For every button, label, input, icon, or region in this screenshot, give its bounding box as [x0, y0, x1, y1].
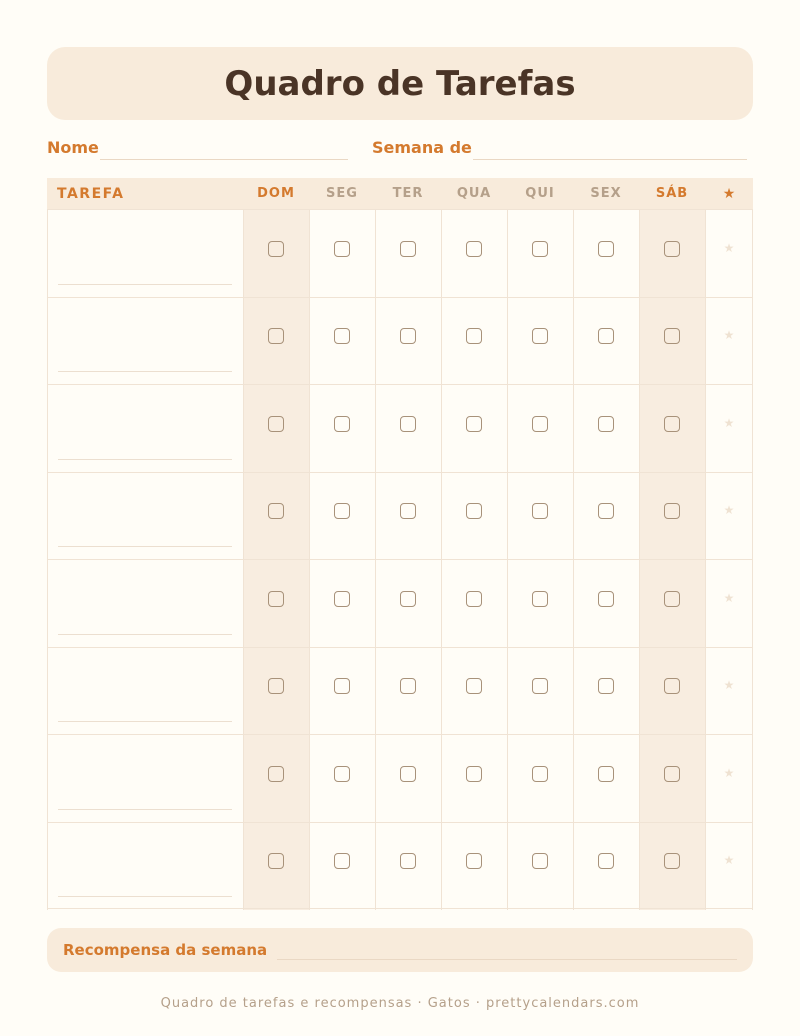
- checkbox-sáb[interactable]: [664, 766, 680, 782]
- checkbox-sáb[interactable]: [664, 416, 680, 432]
- task-column-header: TAREFA: [57, 185, 125, 202]
- checkbox-dom[interactable]: [268, 241, 284, 257]
- checkbox-dom[interactable]: [268, 416, 284, 432]
- task-write-line[interactable]: [58, 546, 232, 547]
- checkbox-seg[interactable]: [334, 766, 350, 782]
- reward-label: Recompensa da semana: [63, 941, 268, 959]
- checkbox-seg[interactable]: [334, 853, 350, 869]
- task-write-line[interactable]: [58, 809, 232, 810]
- checkbox-qui[interactable]: [532, 766, 548, 782]
- reward-box: [47, 928, 753, 972]
- checkbox-sáb[interactable]: [664, 591, 680, 607]
- checkbox-sáb[interactable]: [664, 503, 680, 519]
- task-write-line[interactable]: [58, 459, 232, 460]
- checkbox-ter[interactable]: [400, 503, 416, 519]
- star-icon[interactable]: ★: [723, 678, 735, 693]
- star-icon[interactable]: ★: [723, 765, 735, 780]
- checkbox-qua[interactable]: [466, 591, 482, 607]
- star-icon[interactable]: ★: [723, 590, 735, 605]
- checkbox-qui[interactable]: [532, 503, 548, 519]
- checkbox-qua[interactable]: [466, 678, 482, 694]
- checkbox-seg[interactable]: [334, 503, 350, 519]
- checkbox-qua[interactable]: [466, 416, 482, 432]
- checkbox-dom[interactable]: [268, 328, 284, 344]
- star-icon[interactable]: ★: [723, 240, 735, 255]
- task-write-line[interactable]: [58, 371, 232, 372]
- checkbox-qui[interactable]: [532, 328, 548, 344]
- day-header-sex: SEX: [590, 186, 622, 201]
- star-icon[interactable]: ★: [723, 503, 735, 518]
- name-field[interactable]: [47, 136, 348, 160]
- checkbox-sáb[interactable]: [664, 678, 680, 694]
- checkbox-qua[interactable]: [466, 241, 482, 257]
- table-row: [47, 297, 753, 385]
- table-row: [47, 734, 753, 822]
- day-header-qui: QUI: [525, 186, 555, 201]
- title-banner: [47, 47, 753, 120]
- star-icon[interactable]: ★: [723, 853, 735, 868]
- row-divider: [47, 908, 753, 909]
- week-line[interactable]: [473, 138, 747, 160]
- checkbox-sex[interactable]: [598, 416, 614, 432]
- page-title: Quadro de Tarefas: [224, 63, 576, 104]
- checkbox-ter[interactable]: [400, 416, 416, 432]
- checkbox-dom[interactable]: [268, 678, 284, 694]
- checkbox-sex[interactable]: [598, 591, 614, 607]
- table-row: [47, 559, 753, 647]
- footer-text: Quadro de tarefas e recompensas · Gatos · prettycalendars.com: [160, 996, 640, 1011]
- checkbox-qui[interactable]: [532, 678, 548, 694]
- day-header-seg: SEG: [326, 186, 358, 201]
- table-header: [47, 178, 753, 209]
- checkbox-seg[interactable]: [334, 678, 350, 694]
- checkbox-qua[interactable]: [466, 766, 482, 782]
- chore-table: [47, 178, 753, 910]
- week-field[interactable]: [372, 136, 747, 160]
- checkbox-dom[interactable]: [268, 591, 284, 607]
- table-row: [47, 822, 753, 910]
- name-line[interactable]: [100, 138, 348, 160]
- star-icon[interactable]: ★: [723, 328, 735, 343]
- reward-line[interactable]: [277, 959, 737, 960]
- checkbox-sex[interactable]: [598, 328, 614, 344]
- day-header-dom: DOM: [257, 186, 295, 201]
- checkbox-qui[interactable]: [532, 241, 548, 257]
- header-divider: [47, 209, 753, 210]
- task-write-line[interactable]: [58, 721, 232, 722]
- checkbox-dom[interactable]: [268, 503, 284, 519]
- task-write-line[interactable]: [58, 896, 232, 897]
- star-column-header: ★: [722, 185, 736, 202]
- checkbox-qua[interactable]: [466, 853, 482, 869]
- day-header-ter: TER: [392, 186, 424, 201]
- checkbox-qui[interactable]: [532, 591, 548, 607]
- checkbox-seg[interactable]: [334, 241, 350, 257]
- checkbox-sex[interactable]: [598, 766, 614, 782]
- checkbox-ter[interactable]: [400, 591, 416, 607]
- checkbox-seg[interactable]: [334, 416, 350, 432]
- header-fields: [47, 136, 753, 160]
- checkbox-sex[interactable]: [598, 241, 614, 257]
- checkbox-qui[interactable]: [532, 416, 548, 432]
- checkbox-sáb[interactable]: [664, 241, 680, 257]
- checkbox-dom[interactable]: [268, 853, 284, 869]
- checkbox-qua[interactable]: [466, 503, 482, 519]
- task-write-line[interactable]: [58, 284, 232, 285]
- checkbox-dom[interactable]: [268, 766, 284, 782]
- table-row: [47, 647, 753, 735]
- checkbox-ter[interactable]: [400, 328, 416, 344]
- table-row: [47, 472, 753, 560]
- checkbox-seg[interactable]: [334, 591, 350, 607]
- checkbox-sáb[interactable]: [664, 328, 680, 344]
- checkbox-sáb[interactable]: [664, 853, 680, 869]
- checkbox-ter[interactable]: [400, 766, 416, 782]
- checkbox-seg[interactable]: [334, 328, 350, 344]
- checkbox-ter[interactable]: [400, 678, 416, 694]
- day-header-qua: QUA: [456, 186, 492, 201]
- name-label: Nome: [47, 138, 99, 157]
- star-icon[interactable]: ★: [723, 415, 735, 430]
- checkbox-sex[interactable]: [598, 503, 614, 519]
- day-header-sáb: SÁB: [655, 186, 689, 201]
- checkbox-qui[interactable]: [532, 853, 548, 869]
- checkbox-ter[interactable]: [400, 241, 416, 257]
- table-row: [47, 384, 753, 472]
- checkbox-sex[interactable]: [598, 853, 614, 869]
- week-label: Semana de: [372, 138, 472, 157]
- checkbox-qua[interactable]: [466, 328, 482, 344]
- checkbox-sex[interactable]: [598, 678, 614, 694]
- task-write-line[interactable]: [58, 634, 232, 635]
- table-row: [47, 209, 753, 297]
- checkbox-ter[interactable]: [400, 853, 416, 869]
